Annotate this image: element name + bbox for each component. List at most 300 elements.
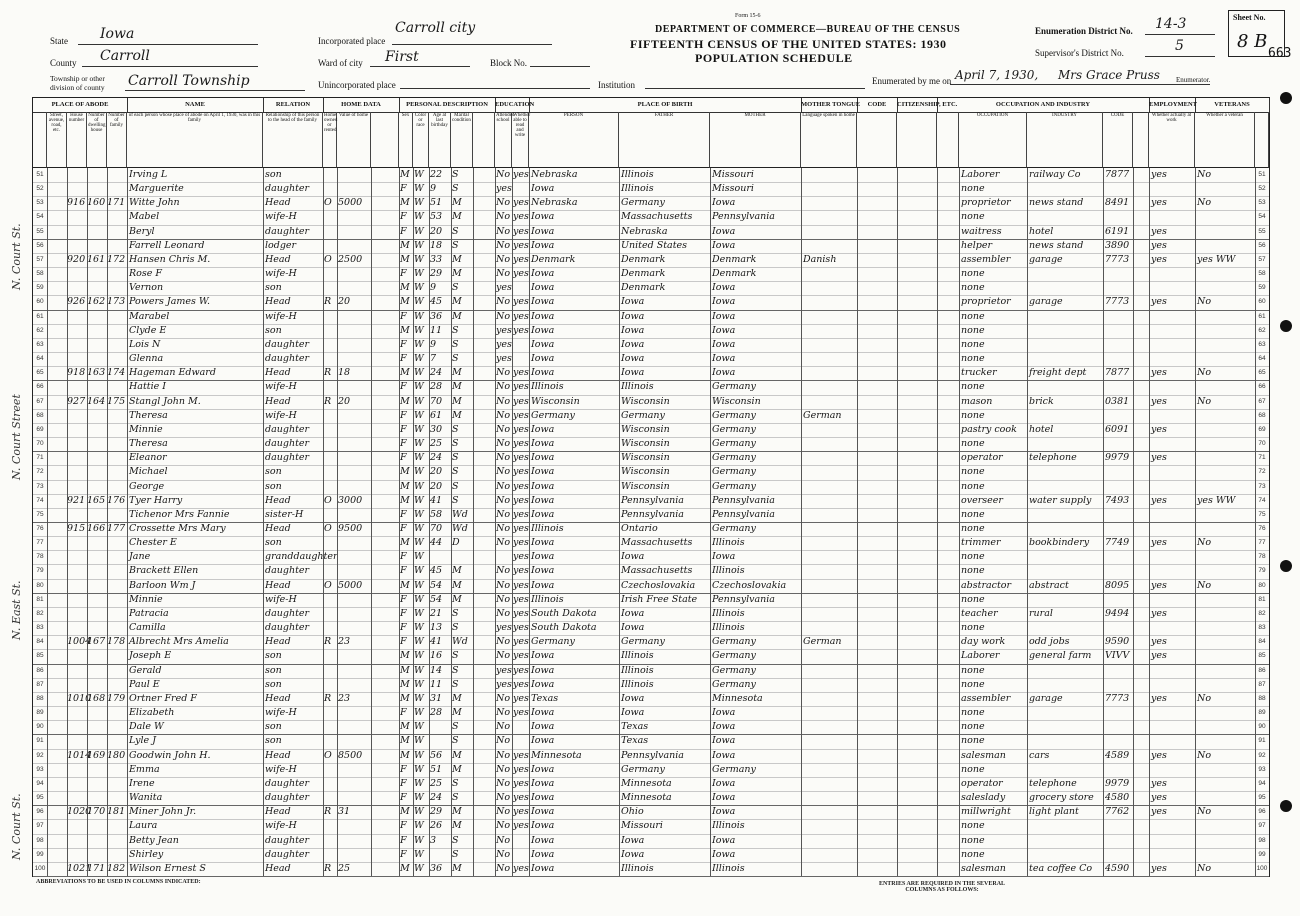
cell-ind bbox=[1029, 564, 1103, 578]
cell-fam bbox=[107, 380, 127, 394]
cell-occ: none bbox=[961, 551, 985, 563]
cell-sex: M bbox=[400, 664, 410, 676]
cell-age: 25 bbox=[430, 777, 443, 789]
column-rule bbox=[1149, 168, 1150, 876]
cell-tongue: Danish bbox=[803, 253, 837, 265]
group-personal: PERSONAL DESCRIPTION bbox=[399, 98, 496, 113]
cell-val: 18 bbox=[338, 367, 351, 379]
cell-ind: light plant bbox=[1029, 806, 1079, 818]
cell-ind: garage bbox=[1029, 296, 1063, 308]
cell-home bbox=[324, 536, 337, 550]
cell-mar: S bbox=[452, 480, 459, 492]
cell-dw bbox=[87, 734, 107, 748]
cell-vet bbox=[1197, 225, 1255, 239]
cell-house bbox=[67, 720, 87, 734]
cell-code: 4589 bbox=[1105, 749, 1130, 761]
cell-rel: daughter bbox=[265, 438, 310, 450]
cell-ln: 88 bbox=[36, 694, 44, 702]
cell-dw bbox=[87, 536, 107, 550]
table-row bbox=[33, 678, 1269, 693]
cell-rel: wife-H bbox=[265, 409, 297, 421]
cell-ln-right: 94 bbox=[1258, 779, 1266, 787]
cell-vet bbox=[1197, 338, 1255, 352]
cell-home bbox=[324, 607, 337, 621]
cell-fam: 172 bbox=[107, 253, 126, 265]
footer bbox=[32, 877, 1268, 911]
cell-code bbox=[1105, 720, 1133, 734]
cell-tongue bbox=[803, 168, 857, 182]
column-rule bbox=[1103, 168, 1104, 876]
cell-age: 14 bbox=[430, 664, 443, 676]
cell-mar: S bbox=[452, 622, 459, 634]
cell-sex: F bbox=[400, 353, 407, 365]
cell-code bbox=[1105, 763, 1133, 777]
cell-name: Marabel bbox=[129, 310, 170, 322]
cell-rd bbox=[513, 848, 529, 862]
cell-name: Albrecht Mrs Amelia bbox=[129, 636, 229, 648]
cell-pb: Iowa bbox=[531, 183, 555, 195]
street-note: N. Court St. bbox=[10, 223, 23, 290]
cell-fam bbox=[107, 720, 127, 734]
cell-sex: M bbox=[400, 253, 410, 265]
cell-emp bbox=[1151, 720, 1195, 734]
cell-tongue bbox=[803, 508, 857, 522]
cell-name: Vernon bbox=[129, 282, 164, 294]
cell-occ: none bbox=[961, 508, 985, 520]
cell-sex: F bbox=[400, 438, 407, 450]
cell-rd: yes bbox=[513, 438, 529, 450]
cell-pb: Denmark bbox=[531, 253, 576, 265]
cell-sex: M bbox=[400, 721, 410, 733]
cell-tongue bbox=[803, 848, 857, 862]
cell-sex: M bbox=[400, 862, 410, 874]
cell-emp bbox=[1151, 310, 1195, 324]
cell-val: 20 bbox=[338, 296, 351, 308]
cell-vet bbox=[1197, 182, 1255, 196]
cell-mar: S bbox=[452, 664, 459, 676]
cell-ln-right: 55 bbox=[1258, 227, 1266, 235]
cell-vet: yes WW bbox=[1197, 494, 1236, 506]
cell-sex: M bbox=[400, 806, 410, 818]
cell-rd bbox=[513, 734, 529, 748]
cell-val bbox=[338, 777, 371, 791]
cell-home bbox=[324, 550, 337, 564]
cell-age: 36 bbox=[430, 310, 443, 322]
cell-ln: 60 bbox=[36, 298, 44, 306]
cell-code bbox=[1105, 352, 1133, 366]
cell-sch: No bbox=[496, 169, 511, 180]
cell-name: Crossette Mrs Mary bbox=[129, 523, 226, 534]
enumerator-suffix: Enumerator. bbox=[1176, 76, 1211, 84]
table-row bbox=[33, 564, 1269, 579]
cell-ind: water supply bbox=[1029, 494, 1092, 506]
cell-race: W bbox=[414, 579, 424, 591]
cell-fb: Iowa bbox=[621, 310, 645, 322]
cell-pb: Iowa bbox=[531, 565, 555, 577]
cell-home bbox=[324, 239, 337, 253]
cell-fb: Germany bbox=[621, 763, 665, 775]
table-row bbox=[33, 791, 1269, 806]
cell-house bbox=[67, 409, 87, 423]
cell-house bbox=[67, 465, 87, 479]
cell-home bbox=[324, 508, 337, 522]
cell-dw: 165 bbox=[87, 494, 106, 506]
cell-sch: No bbox=[496, 806, 511, 818]
cell-sch: No bbox=[496, 735, 511, 747]
cell-house: 1020 bbox=[67, 806, 92, 818]
table-row bbox=[33, 182, 1269, 197]
cell-race: W bbox=[414, 282, 424, 294]
cell-home: O bbox=[324, 523, 332, 534]
cell-dw bbox=[87, 409, 107, 423]
cell-name: Theresa bbox=[129, 438, 168, 450]
cell-pb: Iowa bbox=[531, 820, 555, 832]
cell-house bbox=[67, 579, 87, 593]
cell-val bbox=[338, 380, 371, 394]
cell-home bbox=[324, 281, 337, 295]
cell-ln: 66 bbox=[36, 383, 44, 391]
table-row bbox=[33, 239, 1269, 254]
cell-tongue bbox=[803, 649, 857, 663]
cell-ind bbox=[1029, 593, 1103, 607]
cell-ind bbox=[1029, 522, 1103, 536]
cell-fam bbox=[107, 210, 127, 224]
cell-ind bbox=[1029, 480, 1103, 494]
cell-mar: S bbox=[452, 324, 459, 336]
cell-tongue bbox=[803, 536, 857, 550]
cell-mar: M bbox=[452, 310, 462, 322]
cell-pb: Iowa bbox=[531, 792, 555, 804]
cell-race: W bbox=[414, 225, 424, 237]
supervisor-value: 5 bbox=[1175, 38, 1184, 54]
cell-occ: none bbox=[961, 211, 985, 223]
cell-rel: lodger bbox=[265, 239, 297, 251]
cell-ind: telephone bbox=[1029, 777, 1077, 789]
cell-tongue bbox=[803, 749, 857, 763]
cell-vet bbox=[1197, 451, 1255, 465]
col-school: Attended school bbox=[495, 112, 512, 168]
cell-val bbox=[338, 593, 371, 607]
cell-mb: Germany bbox=[712, 650, 756, 662]
cell-name: Wanita bbox=[129, 792, 163, 804]
cell-mb: Missouri bbox=[712, 183, 754, 195]
cell-vet bbox=[1197, 819, 1255, 833]
column-rule bbox=[897, 168, 898, 876]
column-rule bbox=[495, 168, 496, 876]
cell-occ: none bbox=[961, 480, 985, 492]
cell-val bbox=[338, 480, 371, 494]
cell-race: W bbox=[414, 721, 424, 733]
cell-fb: Iowa bbox=[621, 353, 645, 365]
cell-pb: Iowa bbox=[531, 282, 555, 294]
cell-code bbox=[1105, 621, 1133, 635]
cell-fb: Illinois bbox=[621, 678, 654, 690]
cell-ln-right: 80 bbox=[1258, 581, 1266, 589]
cell-house bbox=[67, 508, 87, 522]
cell-age: 21 bbox=[430, 607, 443, 619]
cell-rd: yes bbox=[513, 593, 529, 605]
cell-tongue bbox=[803, 734, 857, 748]
cell-tongue bbox=[803, 550, 857, 564]
cell-sch: No bbox=[496, 225, 511, 237]
cell-age bbox=[430, 734, 451, 748]
cell-rd: yes bbox=[513, 806, 529, 818]
cell-ind bbox=[1029, 267, 1103, 281]
cell-emp bbox=[1151, 182, 1195, 196]
cell-mb: Germany bbox=[712, 452, 756, 464]
cell-vet: No bbox=[1197, 169, 1212, 180]
table-row bbox=[33, 593, 1269, 608]
cell-ln: 65 bbox=[36, 369, 44, 377]
cell-home: R bbox=[324, 692, 332, 704]
cell-age: 20 bbox=[430, 225, 443, 237]
cell-dw bbox=[87, 380, 107, 394]
cell-occ: none bbox=[961, 310, 985, 322]
cell-fam bbox=[107, 834, 127, 848]
cell-rel: daughter bbox=[265, 792, 310, 804]
cell-fam bbox=[107, 848, 127, 862]
column-rule bbox=[107, 168, 108, 876]
cell-name: Miner John Jr. bbox=[129, 806, 197, 818]
cell-race: W bbox=[414, 820, 424, 832]
cell-home bbox=[324, 763, 337, 777]
cell-rd bbox=[513, 834, 529, 848]
cell-house bbox=[67, 664, 87, 678]
cell-ln-right: 98 bbox=[1258, 836, 1266, 844]
cell-fb: Denmark bbox=[621, 268, 666, 280]
table-row bbox=[33, 862, 1269, 877]
cell-vet bbox=[1197, 763, 1255, 777]
cell-mb: Iowa bbox=[712, 197, 736, 209]
cell-rd: yes bbox=[513, 169, 529, 180]
cell-mb: Iowa bbox=[712, 848, 736, 860]
cell-ln: 58 bbox=[36, 270, 44, 278]
cell-tongue bbox=[803, 366, 857, 380]
cell-home bbox=[324, 338, 337, 352]
cell-ln-right: 77 bbox=[1258, 539, 1266, 547]
cell-occ: Laborer bbox=[961, 169, 1000, 180]
cell-age: 41 bbox=[430, 636, 443, 648]
enumerated-label: Enumerated by me on bbox=[872, 76, 952, 86]
cell-dw bbox=[87, 848, 107, 862]
cell-fb: Iowa bbox=[621, 607, 645, 619]
cell-name: Emma bbox=[129, 763, 160, 775]
cell-vet bbox=[1197, 409, 1255, 423]
cell-fam bbox=[107, 423, 127, 437]
cell-rd: yes bbox=[513, 494, 529, 506]
cell-ind: bookbindery bbox=[1029, 537, 1090, 549]
cell-race: W bbox=[414, 197, 424, 209]
cell-home: R bbox=[324, 395, 332, 407]
cell-race: W bbox=[414, 353, 424, 365]
cell-tongue bbox=[803, 182, 857, 196]
cell-rel: son bbox=[265, 678, 282, 690]
cell-dw: 170 bbox=[87, 806, 106, 818]
cell-pb: Nebraska bbox=[531, 197, 578, 209]
cell-mar: S bbox=[452, 650, 459, 662]
cell-fb: Massachusetts bbox=[621, 537, 693, 549]
cell-race: W bbox=[414, 650, 424, 662]
cell-pb: Iowa bbox=[531, 848, 555, 860]
unincorporated-label: Unincorporated place bbox=[318, 80, 396, 90]
cell-ln-right: 57 bbox=[1258, 255, 1266, 263]
cell-tongue bbox=[803, 281, 857, 295]
cell-race: W bbox=[414, 607, 424, 619]
cell-home bbox=[324, 678, 337, 692]
cell-age: 30 bbox=[430, 423, 443, 435]
cell-emp: yes bbox=[1151, 367, 1167, 379]
cell-tongue bbox=[803, 791, 857, 805]
cell-occ: none bbox=[961, 664, 985, 676]
cell-emp bbox=[1151, 324, 1195, 338]
cell-fam bbox=[107, 281, 127, 295]
cell-fam bbox=[107, 678, 127, 692]
cell-val: 8500 bbox=[338, 749, 363, 761]
cell-fam: 174 bbox=[107, 367, 126, 379]
cell-age: 54 bbox=[430, 593, 443, 605]
cell-mar: M bbox=[452, 820, 462, 832]
cell-fb: Pennsylvania bbox=[621, 749, 684, 761]
cell-mar: M bbox=[452, 806, 462, 818]
cell-ln-right: 68 bbox=[1258, 411, 1266, 419]
cell-age: 11 bbox=[430, 324, 443, 336]
cell-ln: 85 bbox=[36, 652, 44, 660]
cell-fb: Wisconsin bbox=[621, 395, 670, 407]
cell-ln: 94 bbox=[36, 779, 44, 787]
cell-home bbox=[324, 791, 337, 805]
column-rule bbox=[429, 168, 430, 876]
cell-race: W bbox=[414, 452, 424, 464]
cell-emp: yes bbox=[1151, 296, 1167, 308]
table-row bbox=[33, 267, 1269, 282]
cell-vet bbox=[1197, 465, 1255, 479]
cell-ln-right: 97 bbox=[1258, 822, 1266, 830]
cell-rd: yes bbox=[513, 253, 529, 265]
cell-code bbox=[1105, 380, 1133, 394]
cell-occ: none bbox=[961, 268, 985, 280]
cell-mar: S bbox=[452, 353, 459, 365]
cell-tongue bbox=[803, 480, 857, 494]
cell-emp: yes bbox=[1151, 494, 1167, 506]
cell-mar: S bbox=[452, 225, 459, 237]
cell-sex: F bbox=[400, 381, 407, 393]
cell-rd: yes bbox=[513, 395, 529, 407]
cell-rd: yes bbox=[513, 650, 529, 662]
cell-mar: S bbox=[452, 183, 459, 195]
cell-ln-right: 59 bbox=[1258, 284, 1266, 292]
cell-fam bbox=[107, 819, 127, 833]
cell-fam bbox=[107, 763, 127, 777]
cell-mar: S bbox=[452, 438, 459, 450]
cell-mar: M bbox=[452, 197, 462, 209]
cell-rd bbox=[513, 720, 529, 734]
cell-rel: son bbox=[265, 537, 282, 549]
cell-val bbox=[338, 848, 371, 862]
cell-ln: 93 bbox=[36, 765, 44, 773]
cell-ln: 54 bbox=[36, 213, 44, 221]
cell-rd: yes bbox=[513, 792, 529, 804]
cell-val bbox=[338, 734, 371, 748]
cell-sex: M bbox=[400, 678, 410, 690]
cell-sex: M bbox=[400, 494, 410, 506]
cell-dw: 161 bbox=[87, 253, 106, 265]
cell-sch: No bbox=[496, 692, 511, 704]
cell-dw bbox=[87, 621, 107, 635]
cell-name: Rose F bbox=[129, 268, 162, 280]
cell-fam bbox=[107, 649, 127, 663]
cell-mar: Wd bbox=[452, 523, 468, 534]
group-employment: EMPLOYMENT bbox=[1149, 98, 1196, 113]
cell-age: 18 bbox=[430, 239, 443, 251]
cell-rel: Head bbox=[265, 494, 291, 506]
col-radio bbox=[371, 112, 399, 168]
cell-mar: S bbox=[452, 282, 459, 294]
cell-sch: No bbox=[496, 763, 511, 775]
cell-mb: Germany bbox=[712, 466, 756, 478]
cell-race: W bbox=[414, 211, 424, 223]
cell-mar: M bbox=[452, 763, 462, 775]
cell-mar: Wd bbox=[452, 636, 468, 648]
cell-tongue bbox=[803, 310, 857, 324]
cell-val bbox=[338, 536, 371, 550]
cell-pb: Iowa bbox=[531, 862, 555, 874]
cell-ind bbox=[1029, 734, 1103, 748]
cell-rel: Head bbox=[265, 523, 291, 534]
cell-mb: Pennsylvania bbox=[712, 508, 775, 520]
table-row bbox=[33, 380, 1269, 395]
cell-emp: yes bbox=[1151, 452, 1167, 464]
cell-code bbox=[1105, 182, 1133, 196]
cell-rel: wife-H bbox=[265, 268, 297, 280]
cell-mb: Iowa bbox=[712, 806, 736, 818]
cell-age: 36 bbox=[430, 862, 443, 874]
cell-emp bbox=[1151, 437, 1195, 451]
col-line-right bbox=[1255, 112, 1269, 168]
cell-ln-right: 92 bbox=[1258, 751, 1266, 759]
cell-dw bbox=[87, 324, 107, 338]
cell-home: R bbox=[324, 806, 332, 818]
cell-ln: 75 bbox=[36, 510, 44, 518]
table-row bbox=[33, 338, 1269, 353]
table-row bbox=[33, 437, 1269, 452]
cell-sch: No bbox=[496, 721, 511, 733]
column-rule bbox=[399, 168, 400, 876]
cell-name: Marguerite bbox=[129, 183, 184, 195]
cell-code bbox=[1105, 706, 1133, 720]
cell-sch: yes bbox=[496, 282, 512, 294]
sheet-value: 8 B bbox=[1237, 31, 1268, 52]
cell-mb: Germany bbox=[712, 636, 756, 648]
cell-fb: Missouri bbox=[621, 820, 663, 832]
cell-mar: S bbox=[452, 338, 459, 350]
cell-code: 7773 bbox=[1105, 692, 1130, 704]
cell-dw bbox=[87, 720, 107, 734]
cell-rel: wife-H bbox=[265, 381, 297, 393]
cell-tongue bbox=[803, 437, 857, 451]
cell-dw bbox=[87, 210, 107, 224]
cell-vet bbox=[1197, 635, 1255, 649]
table-row bbox=[33, 225, 1269, 240]
cell-occ: none bbox=[961, 820, 985, 832]
cell-occ: none bbox=[961, 523, 985, 534]
cell-emp: yes bbox=[1151, 792, 1167, 804]
cell-age: 56 bbox=[430, 749, 443, 761]
cell-race: W bbox=[414, 367, 424, 379]
cell-name: Chester E bbox=[129, 537, 177, 549]
cell-ln-right: 74 bbox=[1258, 496, 1266, 504]
table-row bbox=[33, 352, 1269, 367]
table-row bbox=[33, 579, 1269, 594]
